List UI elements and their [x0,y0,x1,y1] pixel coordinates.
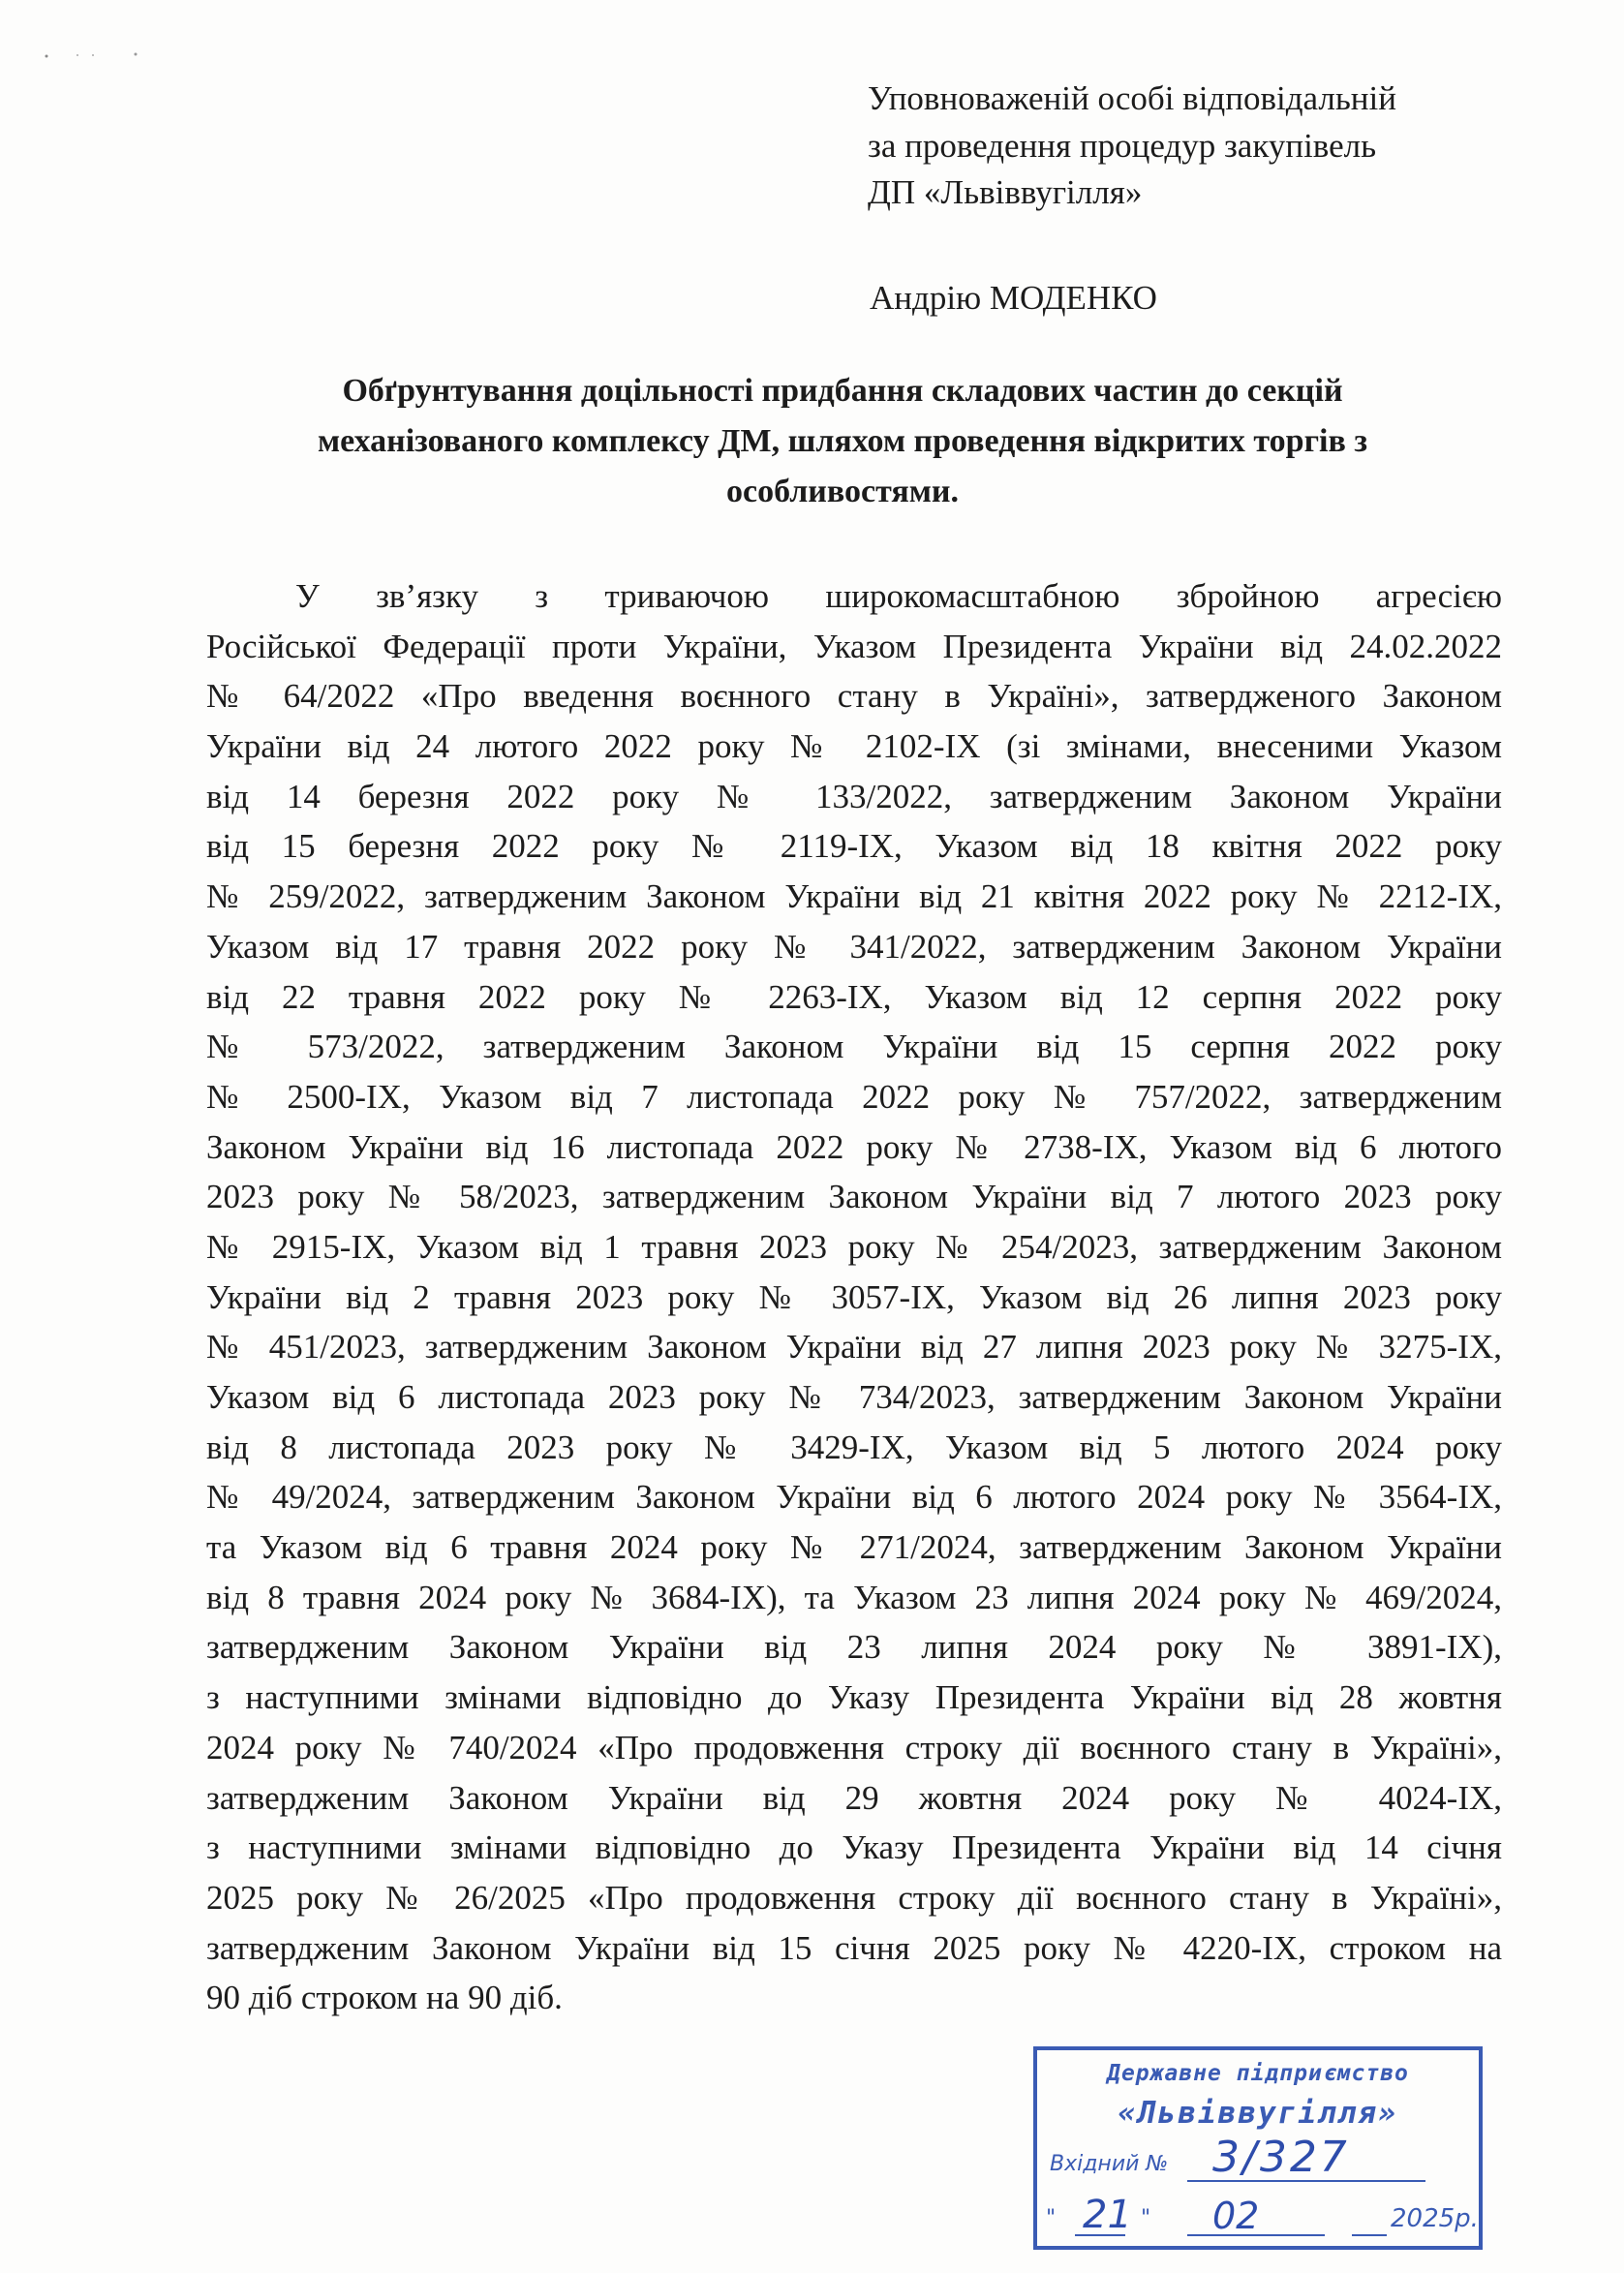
body-line: 2025 року № 26/2025 «Про продовження строку дії воєнного стану в Україні», [206,1878,1502,1917]
body-line: № 451/2023, затвердженим Законом України від 27 липня 2023 року № 3275-ІХ, [206,1328,1502,1367]
body-line: від 14 березня 2022 року № 133/2022, затвердженим Законом України [206,777,1502,815]
body-line: України від 2 травня 2023 року № 3057-ІХ, Указом від 26 липня 2023 року [206,1277,1502,1316]
body-line: Законом України від 16 листопада 2022 року № 2738-ІХ, Указом від 6 лютого [206,1127,1502,1166]
body-line: 90 діб строком на 90 діб. [206,1979,563,2017]
body-line: з наступними змінами відповідно до Указу Президента України від 28 жовтня [206,1678,1502,1717]
body-line: з наступними змінами відповідно до Указу Президента України від 14 січня [206,1828,1502,1867]
body-line: затвердженим Законом України від 15 січня 2025 року № 4220-ІХ, строком на [206,1928,1502,1967]
body-line: № 49/2024, затвердженим Законом України від 6 лютого 2024 року № 3564-ІХ, [206,1478,1502,1517]
body-paragraph [206,571,1502,2023]
body-line: У зв’язку з триваючою широкомасштабною збройною агресією [295,577,1502,615]
body-line: від 8 травня 2024 року № 3684-ІХ), та Указом 23 липня 2024 року № 469/2024, [206,1578,1502,1616]
stamp-org-type: Державне підприємство [1107,2061,1409,2086]
addressee-line: ДП «Львіввугілля» [868,173,1143,211]
title-line: механізованого комплексу ДМ, шляхом проведення відкритих торгів з [318,423,1367,459]
incoming-registration-stamp [1032,2045,1484,2251]
body-line: № 2915-ІХ, Указом від 1 травня 2023 року № 254/2023, затвердженим Законом [206,1227,1502,1266]
body-line: від 8 листопада 2023 року № 3429-ІХ, Указом від 5 лютого 2024 року [206,1428,1502,1466]
body-line: та Указом від 6 травня 2024 року № 271/2024, затвердженим Законом України [206,1528,1502,1567]
body-line: № 2500-ІХ, Указом від 7 листопада 2022 року № 757/2022, затвердженим [206,1077,1502,1116]
addressee-line: Уповноваженій особі відповідальній [868,79,1396,117]
stamp-quote-mark: " [1141,2206,1151,2230]
title-line: особливостями. [725,474,960,509]
body-line: 2024 року № 740/2024 «Про продовження строку дії воєнного стану в Україні», [206,1728,1502,1766]
body-line: України від 24 лютого 2022 року № 2102-ІХ (зі змінами, внесеними Указом [206,727,1502,766]
stamp-day: 21 [1083,2193,1132,2237]
addressee-line: за проведення процедур закупівель [868,126,1377,165]
body-line: Указом від 6 листопада 2023 року № 734/2023, затвердженим Законом України [206,1378,1502,1416]
document-title [194,366,1491,517]
body-line: Російської Федерації проти України, Указом Президента України від 24.02.2022 [206,627,1502,665]
addressee-name: Андрію МОДЕНКО [870,279,1157,317]
scan-artifact [39,46,174,66]
body-line: № 573/2022, затвердженим Законом України від 15 серпня 2022 року [206,1028,1502,1066]
stamp-date [1032,2191,1484,2249]
body-line: затвердженим Законом України від 23 липня 2024 року № 3891-ІХ), [206,1628,1502,1667]
body-line: № 64/2022 «Про введення воєнного стану в Україні», затвердженого Законом [206,677,1502,716]
body-line: від 15 березня 2022 року № 2119-ІХ, Указом від 18 квітня 2022 року [206,827,1502,866]
stamp-org-name: «Львіввугілля» [1118,2096,1398,2131]
stamp-incoming-label: Вхідний № [1050,2152,1169,2176]
body-line: № 259/2022, затвердженим Законом України від 21 квітня 2022 року № 2212-ІХ, [206,877,1502,916]
body-line: затвердженим Законом України від 29 жовтня 2024 року № 4024-ІХ, [206,1778,1502,1817]
body-line: від 22 травня 2022 року № 2263-ІХ, Указом від 12 серпня 2022 року [206,977,1502,1016]
body-line: Указом від 17 травня 2022 року № 341/2022, затвердженим Законом України [206,927,1502,966]
title-line: Обґрунтування доцільності придбання складових частин до секцій [342,373,1343,409]
addressee-block [868,76,1565,217]
stamp-month: 02 [1212,2195,1260,2237]
body-line: 2023 року № 58/2023, затвердженим Законом України від 7 лютого 2023 року [206,1178,1502,1216]
stamp-year: 2025р. [1391,2204,1479,2233]
stamp-quote-mark: " [1046,2206,1057,2230]
stamp-incoming-number: 3/327 [1212,2133,1350,2182]
